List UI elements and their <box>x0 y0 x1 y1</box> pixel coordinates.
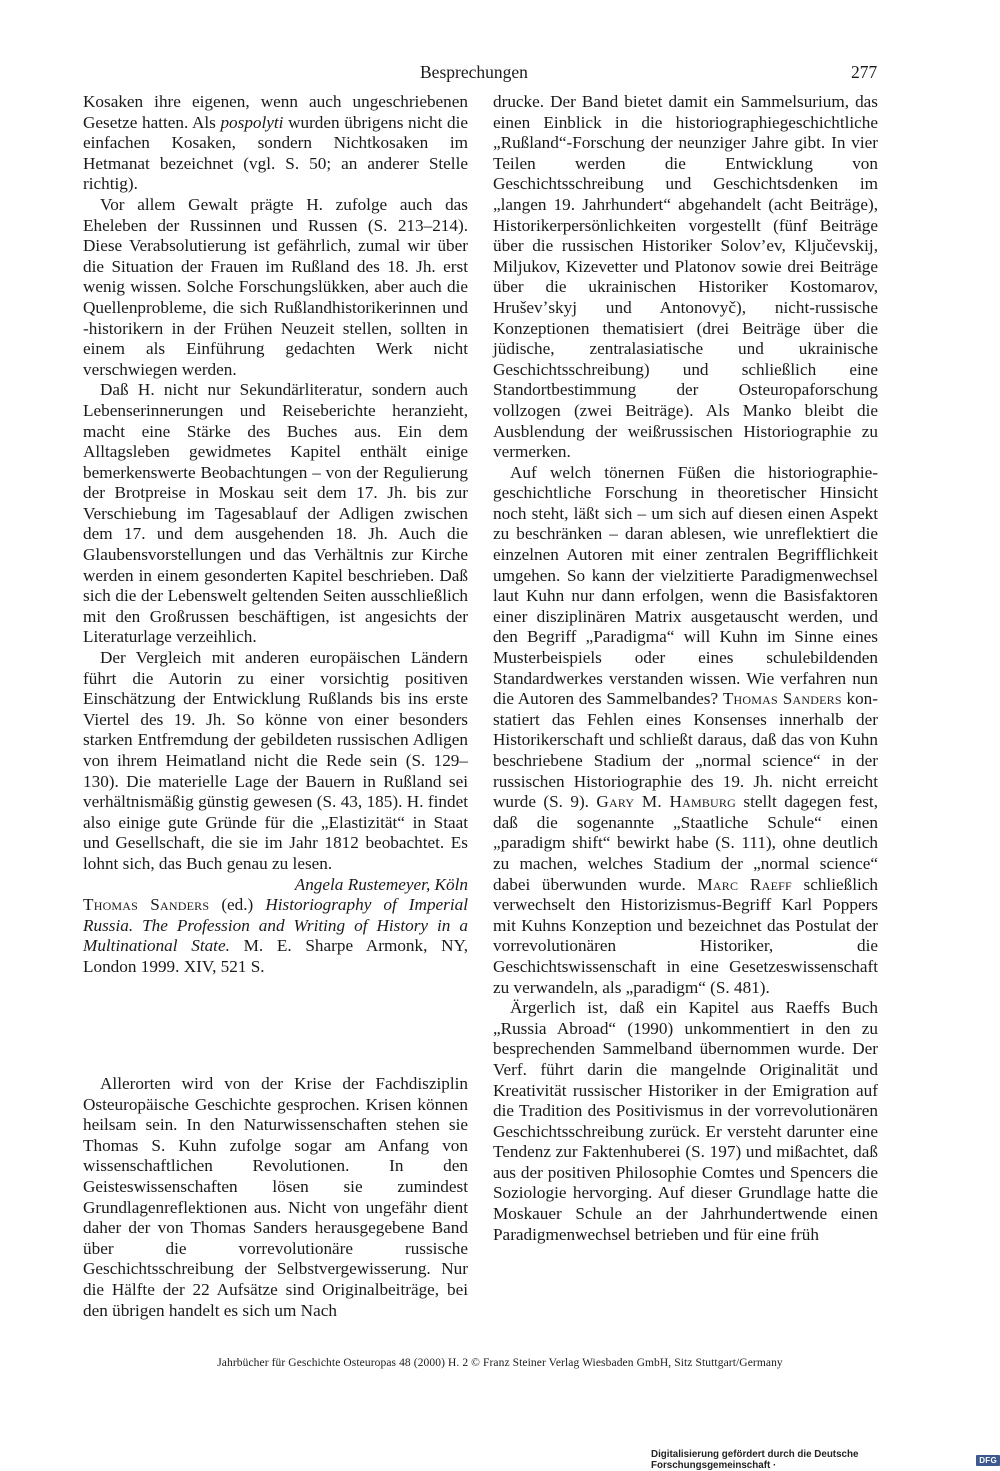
right-column <box>493 92 878 1245</box>
publication-details: M. E. Sharpe Armonk, NY, London 1999. XIV, 521 S. <box>83 936 468 976</box>
editor-note: (ed.) <box>209 895 266 915</box>
paragraph: Allerorten wird von der Krise der Fachdisziplin Osteuropäische Geschichte gesprochen. Krisen können heilsam sein. In den Naturwissenschaften stehen sie Thomas S. Kuhn zufolge sogar am Anfang von wissenschaftlichen Revolutionen. In den Geisteswissenschaften lösen sie zumindest Grundlagenreflektionen aus. Nicht von ungefähr dient daher der von Thomas Sanders herausgegebene Band über die vorrevolutionäre russische Geschichtsschreibung der Selbstvergewisserung. Nur die Hälfte der 22 Aufsätze sind Originalbeiträge, bei den übrigen handelt es sich um Nach <box>83 1074 468 1320</box>
author-name: Thomas Sanders <box>722 689 842 709</box>
review-heading <box>83 895 468 977</box>
reviewed-book-title: Historiography of Imperial Russia. The Profession and Writing of History in a Multinational State. <box>83 895 468 956</box>
paragraph: drucke. Der Band bietet damit ein Sammelsurium, das einen Einblick in die historiographiegeschichtliche „Rußland“-Forschung der neunziger Jahre gibt. In vier Teilen werden die Entwicklung von Geschichtsschreibung und Geschichtsdenken im „langen 19. Jahrhundert“ abgehandelt (acht Beiträge), Historikerpersönlichkeiten vorgestellt (fünf Beiträge über die russischen Historiker Solov’ev, Ključevskij, Miljukov, Kizevetter und Platonov sowie drei Beiträge über die ukrainischen Historiker Kostomarov, Hruševʼskyj und Antonovyč), nicht-russische Konzeptionen thematisiert (drei Beiträge über die jüdische, zentralasiatische und ukrainische Geschichtsschreibung) und schließlich eine Standortbestimmung der Osteuropaforschung vollzogen (zwei Beiträge). Als Manko bleibt die Ausblendung der weißrussischen Historiographie zu vermerken. <box>493 92 878 462</box>
dfg-logo-icon: DFG <box>976 1455 1000 1466</box>
paragraph-text: wurden übrigens nicht die einfachen Kosaken, sondern Nichtkosaken im Hetmanat bezeichnet (vgl. S. 50; an anderer Stelle richtig). <box>83 112 468 194</box>
paragraph: Der Vergleich mit anderen europäischen Ländern führt die Autorin zu einer vorsichtig positiven Einschätzung der Entwicklung Rußlands bis ins erste Viertel des 19. Jh. So könne von einer besonders starken Entfremdung der gebildeten russischen Adligen von ihrem Heimatland nicht die Rede sein (S. 129–130). Die materielle Lage der Bauern in Rußland sei verhältnismäßig günstig gewesen (S. 43, 185). H. findet also einige gute Gründe für die „Elastizität“ in Staat und Gesellschaft, die sie im Jahr 1812 beobachtet. Es lohnt sich, das Buch genau zu lesen. <box>83 648 468 873</box>
paragraph-text: schließlich verwechselt den Historizismus-Begriff Karl Poppers mit Kuhns Konzeption und bezeichnet das Postulat der vorrevolutionären Historiker, die Geschichtswissenschaft in eine Gesetzeswissenschaft zu verwandeln, als „paradigm“ (S. 481). <box>493 874 878 997</box>
paragraph <box>493 463 878 998</box>
paragraph: Daß H. nicht nur Sekundärliteratur, sondern auch Lebenserinnerungen und Reiseberichte heranzieht, macht eine Stärke des Buches aus. Ein dem Alltagsleben gewidmetes Kapitel enthält einige bemerkenswerte Beobachtungen – von der Regulierung der Brotpreise in Moskau seit dem 17. Jh. bis zur Verschiebung im Tagesablauf der Adligen zwischen dem 17. und dem ausgehenden 18. Jh. Auch die Glaubensvorstellungen und das Verhältnis zur Kirche werden in einem gesonderten Kapitel beschrieben. Daß sich die der Lebenswelt geltenden Seiten ausschließlich mit den Großrussen beschäftigen, ist angesichts der Literaturlage verzeihlich. <box>83 380 468 647</box>
reviewed-author: Thomas Sanders <box>83 895 210 915</box>
paragraph-text: stellt dagegen fest, daß die sogenannte „Staatliche Schule“ einen „paradigm shift“ bewirkt habe (S. 111), ohne deutlich zu machen, welches Stadium der „normal science“ dabei überwunden wurde. <box>493 792 878 894</box>
left-column-review-start <box>83 1074 468 1321</box>
journal-footer: Jahrbücher für Geschichte Osteuropas 48 (2000) H. 2 © Franz Steiner Verlag Wiesbaden GmbH, Sitz Stuttgart/Germany <box>217 1357 783 1369</box>
paragraph: Vor allem Gewalt prägte H. zufolge auch das Eheleben der Russinnen und Russen (S. 213–214). Diese Verabsolutierung ist gefährlich, zumal wir über die Situation der Frauen im Rußland des 18. Jh. erst wenig wissen. Solche Forschungslükken, aber auch die Quellenprobleme, die sich Rußlandhistorikerinnen und -historikern in der Frühen Neuzeit stellen, sollten in einem als Einführung gedachten Werk nicht verschwiegen werden. <box>83 194 468 379</box>
paragraph-text: Auf welch tönernen Füßen die historiographiegeschichtliche Forschung in theoretischer Hinsicht noch steht, läßt sich – um sich auf diesen einen Aspekt zu beschränken – daran ablesen, wie unreflektiert die einzelnen Autoren mit einer zentralen Begrifflichkeit umgehen. So kann der vielzitierte Paradigmenwechsel laut Kuhn nur dann erfolgen, wenn die Basisfaktoren einer disziplinären Matrix ausgetauscht werden, und den Begriff „Paradigma“ will Kuhn im Sinne eines Musterbeispiels oder eines schulebildenden Standardwerkes verstanden wissen. Wie verfahren nun die Autoren des Sammelbandes? <box>493 462 878 709</box>
emphasized-term: pospolyti <box>220 112 284 132</box>
left-column <box>83 92 468 978</box>
paragraph-text: Kosaken ihre eigenen, wenn auch ungeschriebenen Gesetze hatten. Als <box>83 92 468 132</box>
author-name: Marc Raeff <box>697 874 792 894</box>
review-signature: Angela Rustemeyer, Köln <box>294 874 468 894</box>
funding-notice <box>651 1449 1000 1471</box>
paragraph: Ärgerlich ist, daß ein Kapitel aus Raeffs Buch „Russia Abroad“ (1990) unkommentiert in den zu besprechenden Sammelband übernommen wurde. Der Verf. führt darin die mangelnde Originalität und Kreativität russischer Historiker in der Emigration auf die Tradition des Positivismus in der vorrevolutionären Geschichtsschreibung zurück. Er versteht darunter eine Tendenz zur Faktenhuberei (S. 197) und mißachtet, daß aus der positiven Philosophie Comtes und Spencers die Soziologie hervorging. Auf dieser Grundlage hatte die Moskauer Schule an der Jahrhundertwende einen Paradigmenwechsel betrieben und für eine früh <box>493 998 878 1244</box>
page-number: 277 <box>851 62 878 82</box>
running-head-title: Besprechungen <box>420 62 528 82</box>
paragraph <box>83 92 468 195</box>
paragraph-text: konstatiert das Fehlen eines Konsenses innerhalb der Historikerschaft und schließt daraus, daß das von Kuhn beschriebene Stadium der „normal science“ in der russischen Historiographie des 19. Jh. nicht erreicht wurde (S. 9). <box>493 689 878 812</box>
funding-text: Digitalisierung gefördert durch die Deutsche Forschungsgemeinschaft · <box>651 1449 859 1471</box>
author-name: Gary M. Hamburg <box>596 792 736 812</box>
